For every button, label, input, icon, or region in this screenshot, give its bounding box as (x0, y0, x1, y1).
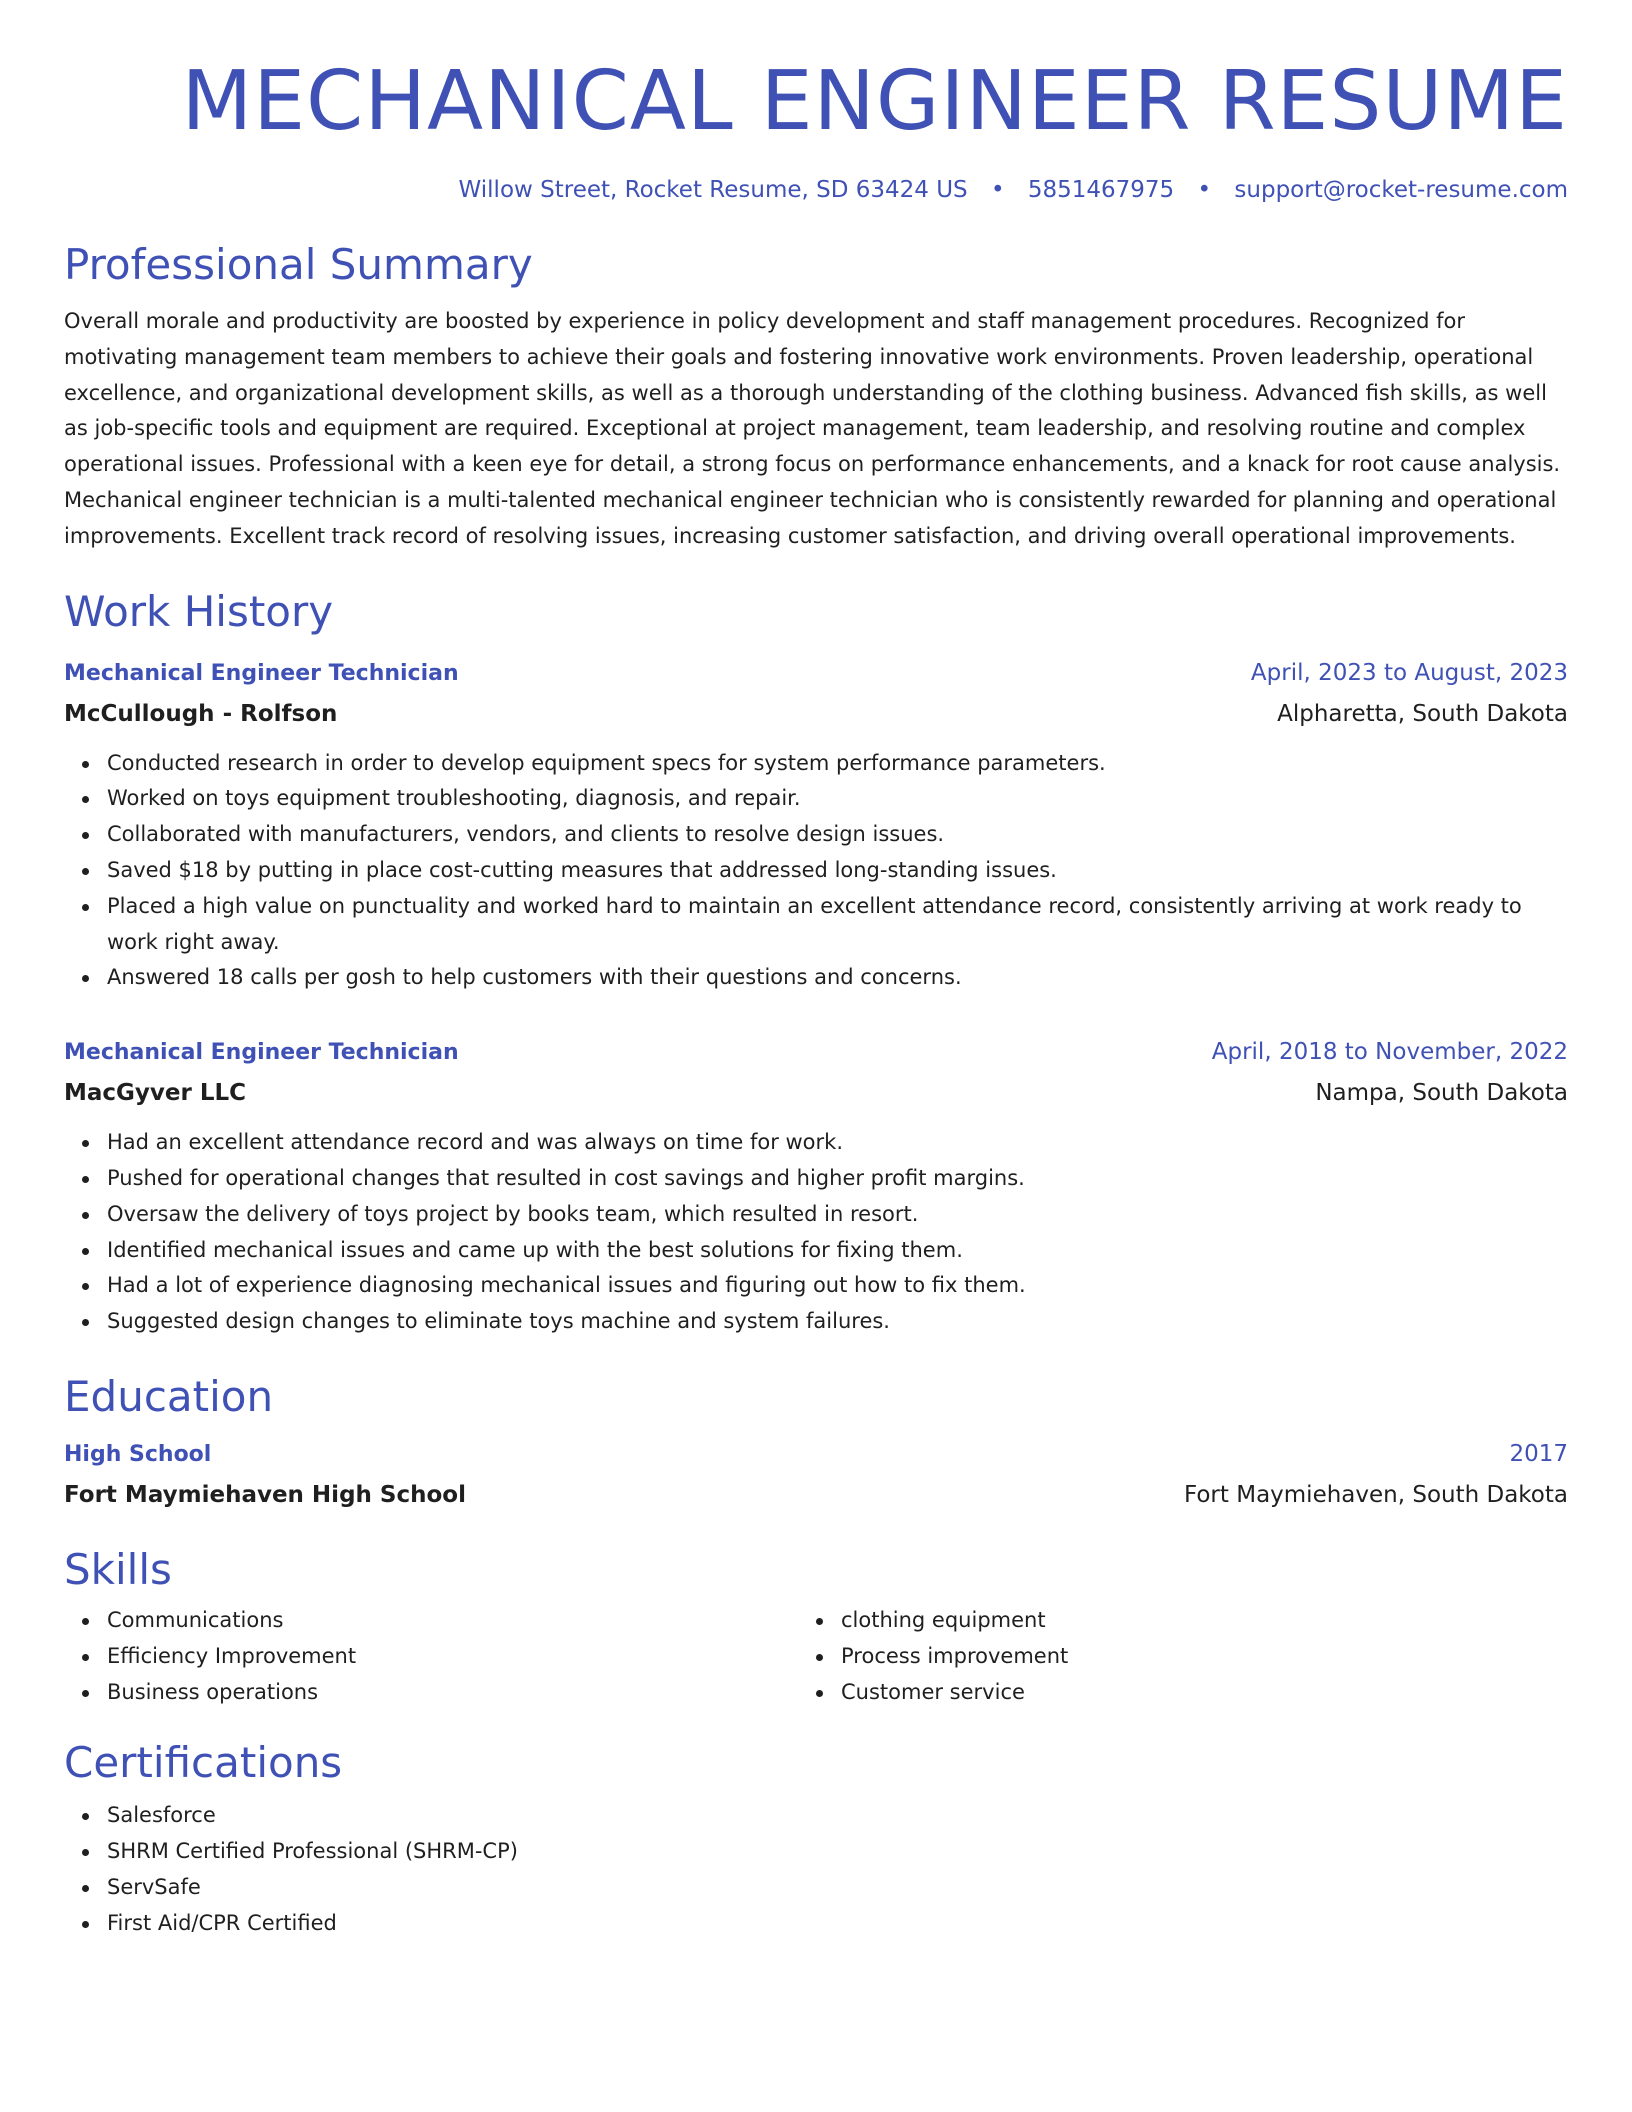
resume-title: MECHANICAL ENGINEER RESUME (181, 54, 1568, 149)
education-school: Fort Maymiehaven High School (64, 1481, 466, 1508)
skills-columns (64, 1603, 1568, 1710)
list-item: Placed a high value on punctuality and worked hard to maintain an excellent attendance record, consistently arriving at work ready to work right away. (107, 889, 1568, 961)
skills-list-left (64, 1603, 798, 1710)
job-dates: April, 2018 to November, 2022 (1211, 1039, 1568, 1066)
job-title: Mechanical Engineer Technician (64, 1040, 459, 1066)
education-location: Fort Maymiehaven, South Dakota (1183, 1481, 1568, 1508)
summary-text: Overall morale and productivity are boosted by experience in policy development and staff management procedures. Recognized for motivating management team members to achieve their goals and fostering innovative work environments. Proven leadership, operational excellence, and organizational development skills, as well as a thorough understanding of the clothing business. Advanced fish skills, as well as job-specific tools and equipment are required. Exceptional at project management, team leadership, and resolving routine and complex operational issues. Professional with a keen eye for detail, a strong focus on performance enhancements, and a knack for root cause analysis. Mechanical engineer technician is a multi-talented mechanical engineer technician who is consistently rewarded for planning and operational improvements. Excellent track record of resolving issues, increasing customer satisfaction, and driving overall operational improvements. (64, 309, 1561, 548)
contact-address: Willow Street, Rocket Resume, SD 63424 US (458, 177, 968, 203)
list-item: Had a lot of experience diagnosing mechanical issues and figuring out how to fix them. (107, 1268, 1568, 1304)
job-entry (64, 653, 1568, 997)
education-year: 2017 (1509, 1440, 1568, 1467)
section-heading-work-history: Work History (64, 586, 334, 636)
list-item: Salesforce (107, 1798, 1568, 1834)
job-title: Mechanical Engineer Technician (64, 660, 459, 686)
education-degree: High School (64, 1441, 212, 1467)
list-item: Process improvement (841, 1639, 1532, 1675)
professional-summary-section (64, 238, 1568, 555)
list-item: Communications (107, 1603, 798, 1639)
resume-header (64, 52, 1568, 206)
skills-column-left (64, 1603, 798, 1710)
job-company: McCullough - Rolfson (64, 700, 338, 727)
list-item: SHRM Certified Professional (SHRM-CP) (107, 1834, 1568, 1870)
list-item: Identified mechanical issues and came up with the best solutions for fixing them. (107, 1233, 1568, 1269)
section-heading-skills: Skills (64, 1544, 172, 1594)
list-item: Worked on toys equipment troubleshooting, diagnosis, and repair. (107, 781, 1568, 817)
education-section (64, 1370, 1568, 1515)
education-school-row (64, 1475, 1568, 1515)
job-bullets (64, 1125, 1568, 1340)
work-history-section (64, 585, 1568, 1340)
skills-section (64, 1543, 1568, 1710)
job-header-row (64, 653, 1568, 694)
education-header-row (64, 1434, 1568, 1475)
job-company: MacGyver LLC (64, 1080, 247, 1107)
skills-list-right (798, 1603, 1532, 1710)
contact-email: support@rocket-resume.com (1234, 177, 1568, 203)
list-item: Oversaw the delivery of toys project by books team, which resulted in resort. (107, 1197, 1568, 1233)
section-heading-education: Education (64, 1371, 274, 1421)
list-item: Had an excellent attendance record and was always on time for work. (107, 1125, 1568, 1161)
section-heading-summary: Professional Summary (64, 240, 533, 289)
contact-separator: • (1197, 177, 1212, 203)
job-dates: April, 2023 to August, 2023 (1250, 659, 1568, 686)
contact-separator: • (990, 177, 1005, 203)
job-header-row (64, 1032, 1568, 1073)
job-location: Nampa, South Dakota (1315, 1080, 1568, 1107)
section-heading-certifications: Certifications (64, 1738, 343, 1788)
list-item: First Aid/CPR Certified (107, 1906, 1568, 1942)
list-item: Customer service (841, 1675, 1532, 1711)
skills-column-right (798, 1603, 1532, 1710)
list-item: Conducted research in order to develop equipment specs for system performance parameters. (107, 746, 1568, 782)
list-item: Pushed for operational changes that resulted in cost savings and higher profit margins. (107, 1161, 1568, 1197)
list-item: Suggested design changes to eliminate toys machine and system failures. (107, 1304, 1568, 1340)
certifications-list (64, 1798, 1568, 1941)
list-item: Answered 18 calls per gosh to help customers with their questions and concerns. (107, 960, 1568, 996)
job-company-row (64, 694, 1568, 734)
job-bullets (64, 746, 1568, 997)
list-item: clothing equipment (841, 1603, 1532, 1639)
education-entry (64, 1434, 1568, 1515)
list-item: Efficiency Improvement (107, 1639, 798, 1675)
list-item: Saved $18 by putting in place cost-cutting measures that addressed long-standing issues. (107, 853, 1568, 889)
certifications-section (64, 1736, 1568, 1941)
contact-line (64, 174, 1568, 206)
job-location: Alpharetta, South Dakota (1277, 700, 1568, 727)
list-item: ServSafe (107, 1870, 1568, 1906)
job-company-row (64, 1073, 1568, 1113)
contact-phone: 5851467975 (1027, 177, 1175, 203)
job-entry (64, 1032, 1568, 1340)
list-item: Collaborated with manufacturers, vendors, and clients to resolve design issues. (107, 817, 1568, 853)
list-item: Business operations (107, 1675, 798, 1711)
